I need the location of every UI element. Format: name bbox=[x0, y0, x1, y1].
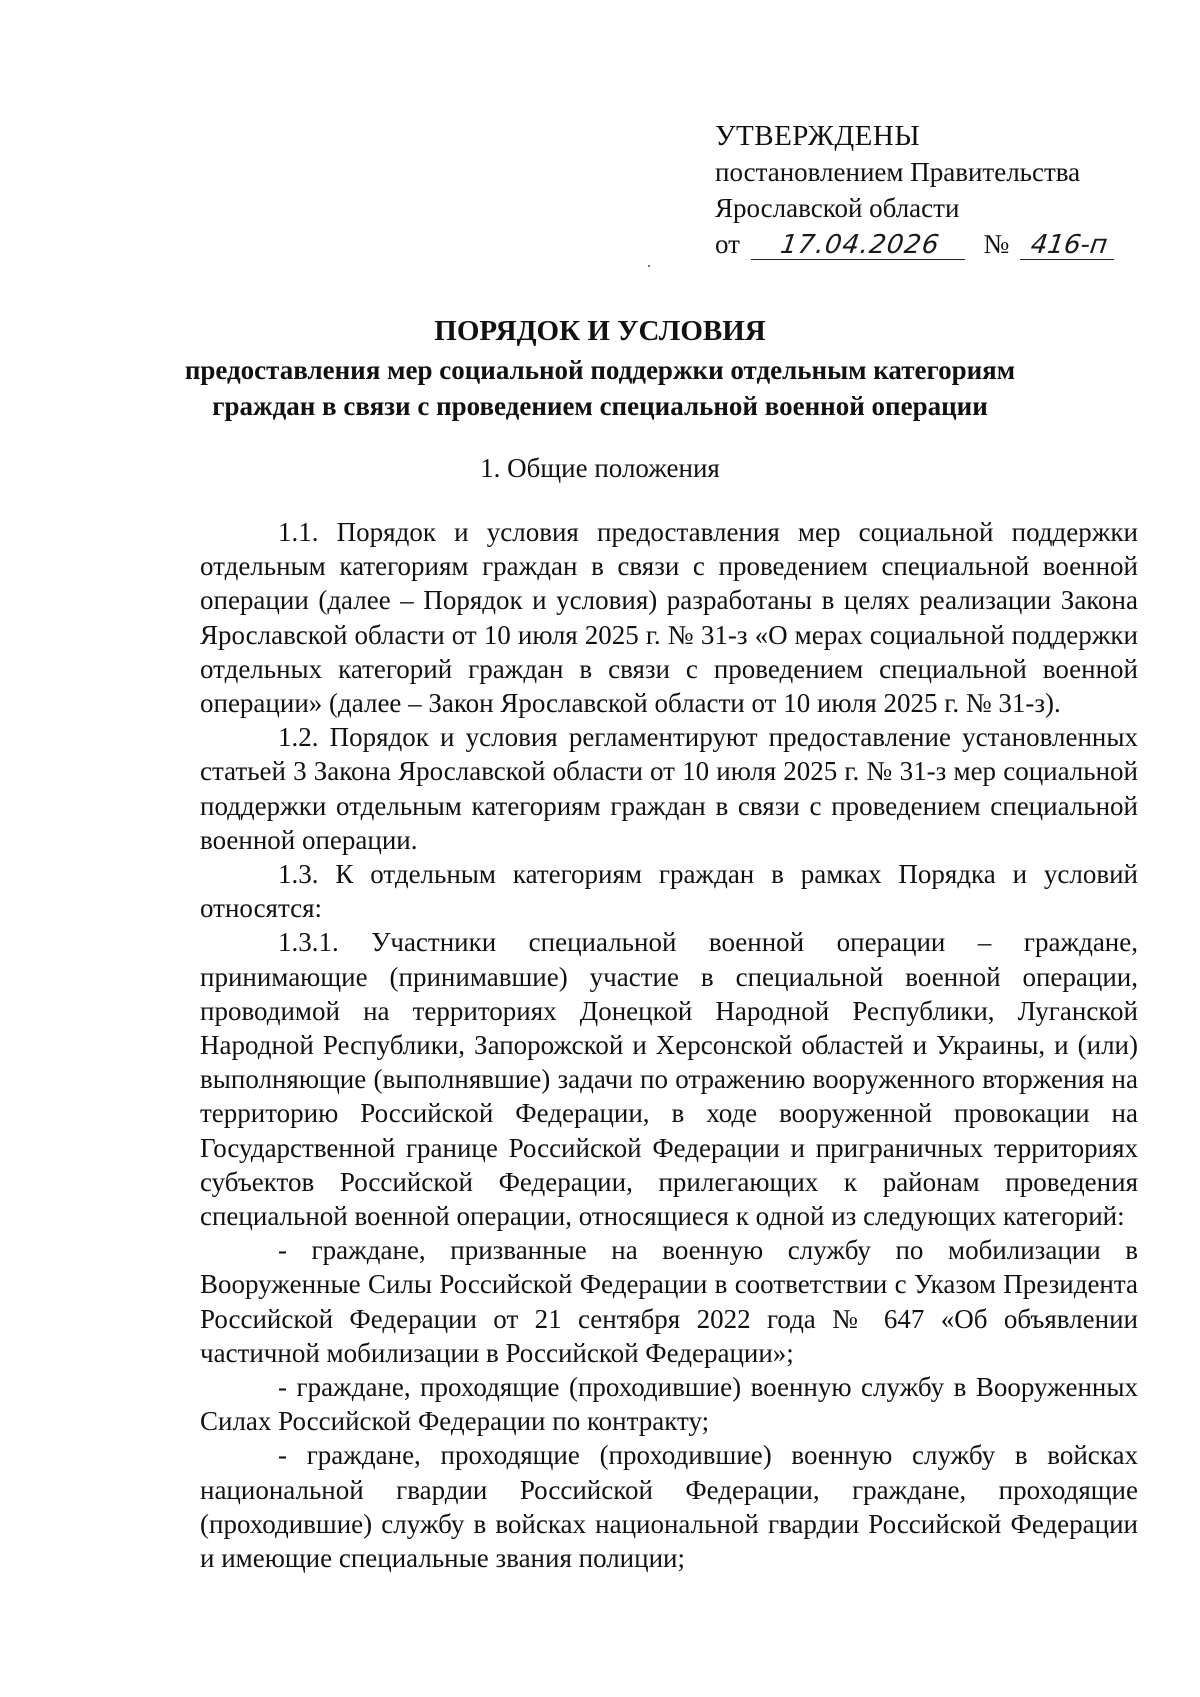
document-body bbox=[200, 515, 1138, 1575]
list-item-contract: - граждане, проходящие (проходившие) военную службу в Вооруженных Силах Российской Федерации по контракту; bbox=[200, 1372, 1138, 1437]
scan-speck bbox=[648, 265, 650, 267]
list-item-mobilized: - граждане, призванные на военную службу по мобилизации в Вооруженные Силы Российской Федерации в соответствии с Указом Президента Российской Федерации от 21 сентября 2022 года № 647 «Об объявлении частичной мобилизации в Российской Федерации»; bbox=[200, 1235, 1138, 1368]
date-prefix: от bbox=[715, 229, 740, 259]
approval-heading: УТВЕРЖДЕНЫ bbox=[715, 120, 921, 152]
number-prefix: № bbox=[983, 229, 1010, 259]
document-subtitle-line-1: предоставления мер социальной поддержки отдельным категориям bbox=[184, 355, 1016, 385]
handwritten-number: 416-п bbox=[1020, 231, 1118, 260]
document-title: ПОРЯДОК И УСЛОВИЯ bbox=[434, 315, 766, 347]
handwritten-date: 17.04.2026 bbox=[751, 231, 969, 260]
list-item-national-guard: - граждане, проходящие (проходившие) военную службу в войсках национальной гвардии Российской Федерации, граждане, проходящие (проходившие) службу в войсках национальной гвардии Российской Федерации и имеющие специальные звания полиции; bbox=[200, 1440, 1138, 1574]
paragraph-1-2: 1.2. Порядок и условия регламентируют предоставление установленных статьей 3 Закона Ярославской области от 10 июля 2025 г. № 31-з мер социальной поддержки отдельным категориям граждан в связи с проведением специальной военной операции. bbox=[200, 722, 1138, 855]
document-subtitle-line-2: граждан в связи с проведением специальной военной операции bbox=[212, 391, 988, 421]
paragraph-1-1: 1.1. Порядок и условия предоставления мер социальной поддержки отдельным категориям граждан в связи с проведением специальной военной операции (далее – Порядок и условия) разработаны в целях реализации Закона Ярославской области от 10 июля 2025 г. № 31-з «О мерах социальной поддержки отдельных категорий граждан в связи с проведением специальной военной операции» (далее – Закон Ярославской области от 10 июля 2025 г. № 31-з). bbox=[200, 517, 1138, 719]
approval-date-number-row bbox=[715, 226, 1116, 262]
approval-line-1: постановлением Правительства bbox=[715, 157, 1081, 187]
approval-stamp bbox=[715, 118, 1116, 262]
paragraph-1-3-1: 1.3.1. Участники специальной военной операции – граждане, принимающие (принимавшие) участие в специальной военной операции, проводимой на территориях Донецкой Народной Республики, Луганской Народной Республики, Запорожской и Херсонской областей и Украины, и (или) выполняющие (выполнявшие) задачи по отражению вооруженного вторжения на территорию Российской Федерации, в ходе вооруженной провокации на Государственной границе Российской Федерации и приграничных территориях субъектов Российской Федерации, прилегающих к районам проведения специальной военной операции, относящиеся к одной из следующих категорий: bbox=[200, 927, 1138, 1232]
approval-line-2: Ярославской области bbox=[715, 193, 960, 223]
section-heading: 1. Общие положения bbox=[480, 453, 720, 483]
paragraph-1-3: 1.3. К отдельным категориям граждан в рамках Порядка и условий относятся: bbox=[200, 859, 1138, 924]
